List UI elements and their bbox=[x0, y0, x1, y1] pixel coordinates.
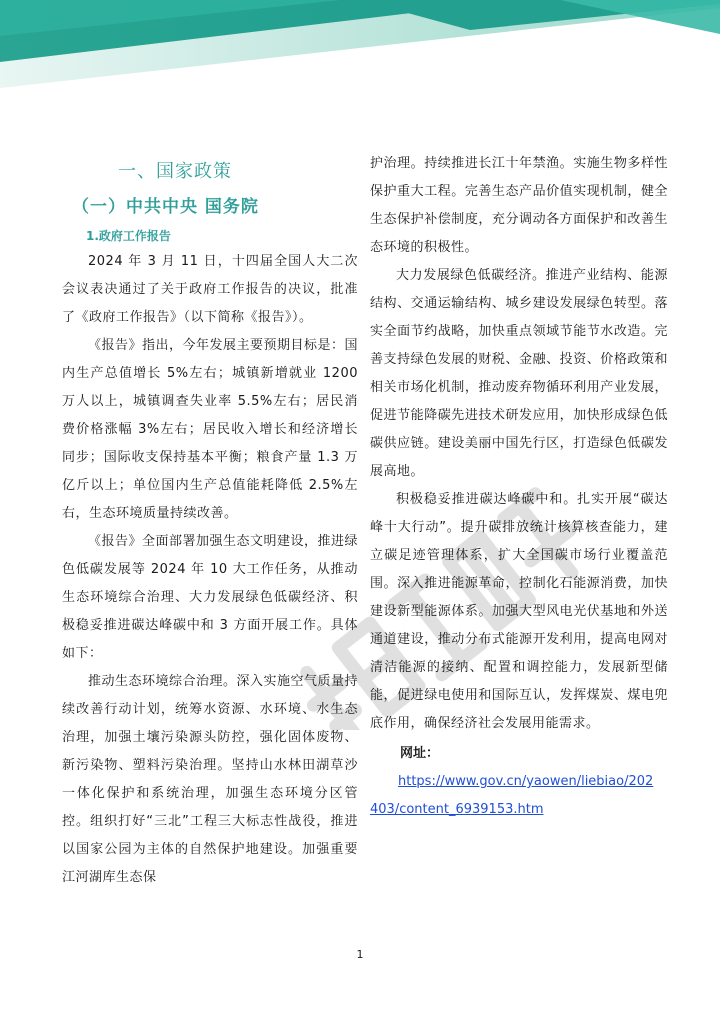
source-link[interactable]: https://www.gov.cn/yaowen/liebiao/202 bbox=[398, 774, 654, 789]
paragraph: 《报告》指出，今年发展主要预期目标是：国内生产总值增长 5%左右；城镇新增就业 1200 万人以上，城镇调查失业率 5.5%左右；居民消费价格涨幅 3%左右；居民收入增长和经济增长同步；国际收支保持基本平衡；粮食产量 1.3 万亿斤以上；单位国内生产总值能耗降低 2.5%左右，生态环境质量持续改善。 bbox=[62, 338, 359, 521]
paragraph: 护治理。持续推进长江十年禁渔。实施生物多样性保护重大工程。完善生态产品价值实现机制，健全生态保护补偿制度，充分调动各方面保护和改善生态环境的积极性。 bbox=[370, 156, 668, 255]
section-title: 一、国家政策 bbox=[118, 161, 232, 182]
paragraph: 大力发展绿色低碳经济。推进产业结构、能源结构、交通运输结构、城乡建设发展绿色转型。落实全面节约战略，加快重点领域节能节水改造。完善支持绿色发展的财税、金融、投资、价格政策和相关市场化机制，推动废弃物循环利用产业发展，促进节能降碳先进技术研发应用，加快形成绿色低碳供应链。建设美丽中国先行区，打造绿色低碳发展高地。 bbox=[370, 268, 668, 479]
source-link-continued[interactable]: 403/content_6939153.htm bbox=[370, 802, 544, 817]
paragraph: 《报告》全面部署加强生态文明建设，推进绿色低碳发展等 2024 年 10 大工作任务，从推动生态环境综合治理、大力发展绿色低碳经济、积极稳妥推进碳达峰碳中和 3 方面开展工作。具体如下： bbox=[62, 534, 359, 661]
paragraph: 积极稳妥推进碳达峰碳中和。扎实开展“碳达峰十大行动”。提升碳排放统计核算核查能力，建立碳足迹管理体系，扩大全国碳市场行业覆盖范围。深入推进能源革命，控制化石能源消费，加快建设新型能源体系。加强大型风电光伏基地和外送通道建设，推动分布式能源开发利用，提高电网对清洁能源的接纳、配置和调控能力，发展新型储能，促进绿电使用和国际互认，发挥煤炭、煤电兜底作用，确保经济社会发展用能需求。 bbox=[370, 492, 668, 731]
left-column bbox=[62, 150, 358, 892]
section-subtitle: （一）中共中央 国务院 bbox=[72, 197, 259, 217]
page-number: 1 bbox=[356, 948, 364, 961]
header-banner bbox=[0, 0, 720, 90]
subsection-heading: 1.政府工作报告 bbox=[86, 229, 171, 243]
paragraph: 推动生态环境综合治理。深入实施空气质量持续改善行动计划，统筹水资源、水环境、水生态治理，加强土壤污染源头防控，强化固体废物、新污染物、塑料污染治理。坚持山水林田湖草沙一体化保护和系统治理，加强生态环境分区管控。组织打好“三北”工程三大标志性战役，推进以国家公园为主体的自然保护地建设。加强重要江河湖库生态保 bbox=[62, 674, 359, 885]
url-label: 网址： bbox=[400, 746, 440, 761]
right-column bbox=[370, 150, 668, 824]
paragraph: 2024 年 3 月 11 日，十四届全国人大二次会议表决通过了关于政府工作报告的决议，批准了《政府工作报告》（以下简称《报告》）。 bbox=[62, 254, 358, 325]
